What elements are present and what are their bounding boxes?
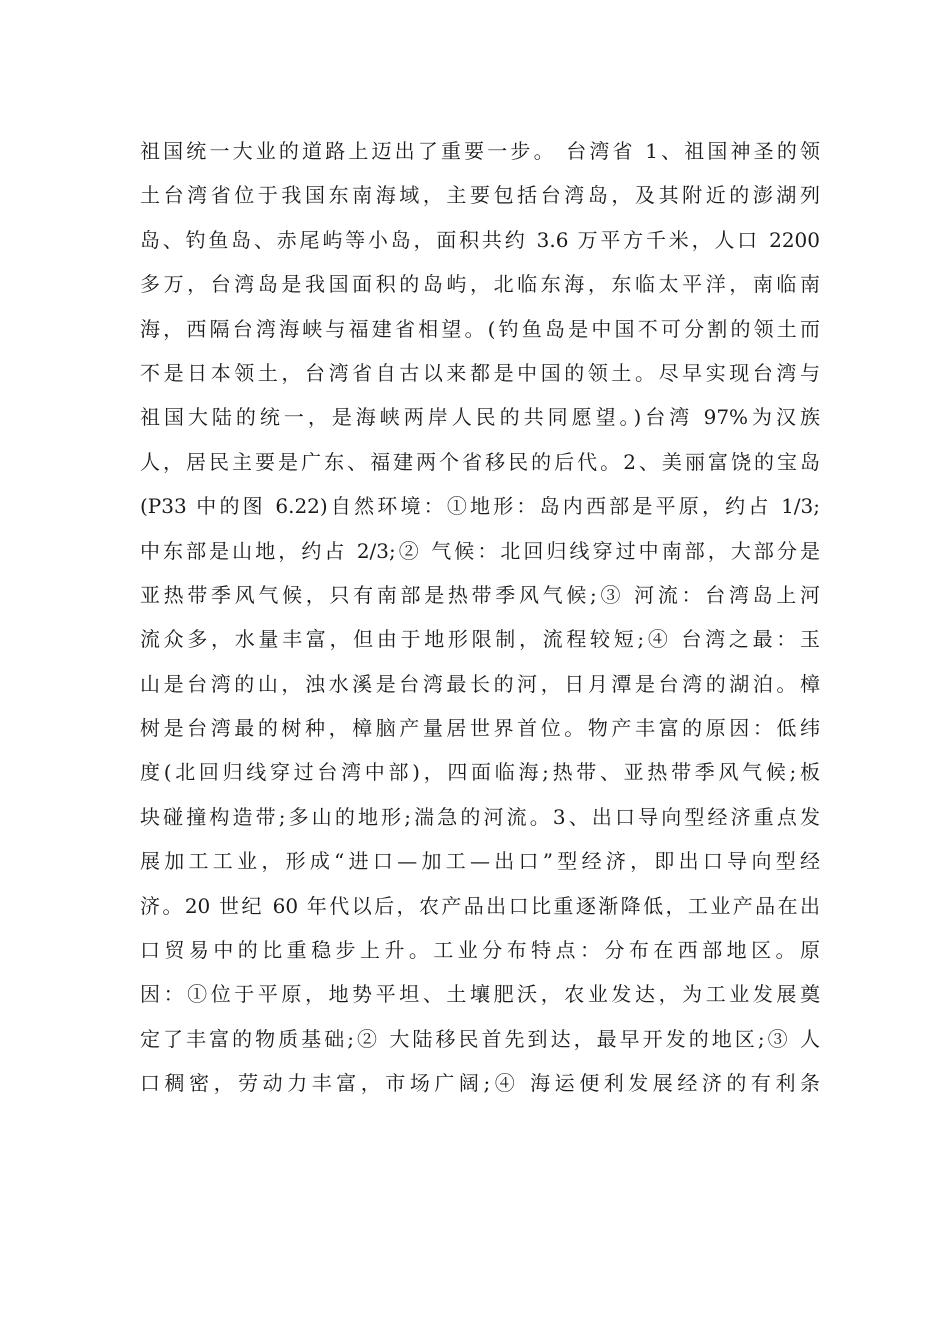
text-line: 度(北回归线穿过台湾中部)，四面临海;热带、亚热带季风气候;板	[140, 760, 820, 785]
text-line: 定了丰富的物质基础;② 大陆移民首先到达，最早开发的地区;③ 人	[140, 1026, 820, 1051]
text-line: 因：①位于平原，地势平坦、土壤肥沃，农业发达，为工业发展奠	[140, 982, 820, 1007]
text-line: 亚热带季风气候，只有南部是热带季风气候;③ 河流：台湾岛上河	[140, 582, 820, 607]
text-line: 祖国统一大业的道路上迈出了重要一步。 台湾省 1、祖国神圣的领	[140, 139, 820, 163]
text-line: 口稠密，劳动力丰富，市场广阔;④ 海运便利发展经济的有利条	[140, 1071, 820, 1096]
text-line: 流众多，水量丰富，但由于地形限制，流程较短;④ 台湾之最：玉	[140, 627, 820, 652]
text-line: 块碰撞构造带;多山的地形;湍急的河流。3、出口导向型经济重点发	[140, 804, 820, 829]
text-line: 山是台湾的山，浊水溪是台湾最长的河，日月潭是台湾的湖泊。樟	[140, 671, 820, 696]
text-line: 中东部是山地，约占 2/3;② 气候：北回归线穿过中南部，大部分是	[140, 538, 820, 563]
text-line: 岛、钓鱼岛、赤尾屿等小岛，面积共约 3.6 万平方千米，人口 2200	[140, 227, 820, 252]
text-line: 海，西隔台湾海峡与福建省相望。(钓鱼岛是中国不可分割的领土而	[140, 316, 820, 341]
body-text	[140, 129, 820, 1106]
text-line: 人，居民主要是广东、福建两个省移民的后代。2、美丽富饶的宝岛	[140, 449, 820, 474]
text-line: (P33 中的图 6.22)自然环境：①地形：岛内西部是平原，约占 1/3;	[140, 494, 820, 519]
text-line: 树是台湾最的树种，樟脑产量居世界首位。物产丰富的原因：低纬	[140, 716, 820, 741]
text-line: 口贸易中的比重稳步上升。工业分布特点：分布在西部地区。原	[140, 938, 820, 963]
text-line: 土台湾省位于我国东南海域，主要包括台湾岛，及其附近的澎湖列	[140, 183, 820, 208]
text-line: 祖国大陆的统一，是海峡两岸人民的共同愿望。)台湾 97%为汉族	[140, 405, 820, 430]
text-line: 济。20 世纪 60 年代以后，农产品出口比重逐渐降低，工业产品在出	[140, 893, 820, 918]
text-line: 不是日本领土，台湾省自古以来都是中国的领土。尽早实现台湾与	[140, 360, 820, 385]
text-line: 多万，台湾岛是我国面积的岛屿，北临东海，东临太平洋，南临南	[140, 272, 820, 297]
text-line: 展加工工业，形成“进口—加工—出口”型经济，即出口导向型经	[140, 849, 820, 874]
